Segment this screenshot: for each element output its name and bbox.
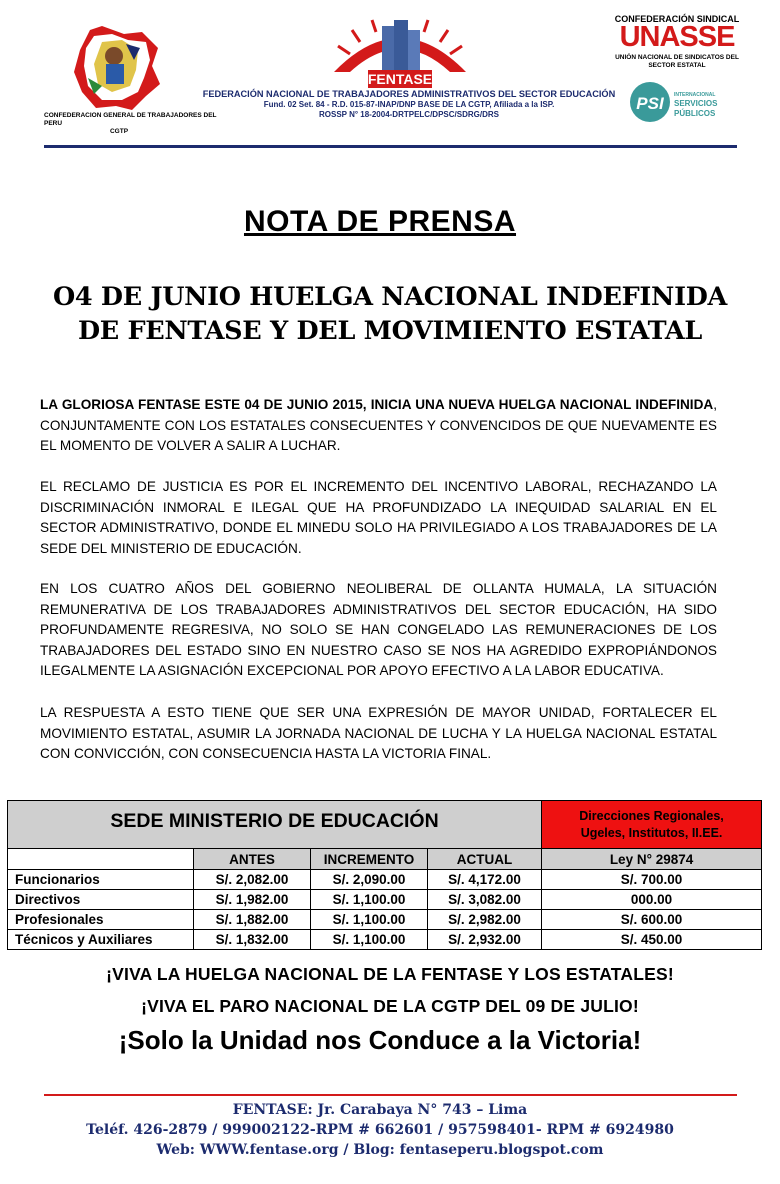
cell-actual: S/. 2,982.00 bbox=[428, 910, 542, 930]
table-row bbox=[8, 910, 762, 930]
footer-phones: Teléf. 426-2879 / 999002122-RPM # 662601 / 957598401- RPM # 6924980 bbox=[86, 1122, 674, 1138]
column-header-actual: ACTUAL bbox=[428, 849, 542, 870]
column-header-blank bbox=[8, 849, 194, 870]
headline-line-2: DE FENTASE Y DEL MOVIMIENTO ESTATAL bbox=[77, 316, 703, 346]
footer-web: Web: WWW.fentase.org / Blog: fentaseperu.blogspot.com bbox=[156, 1142, 604, 1158]
page-title: NOTA DE PRENSA bbox=[243, 205, 517, 238]
cell-incremento: S/. 1,100.00 bbox=[311, 890, 428, 910]
sede-header: SEDE MINISTERIO DE EDUCACIÓN bbox=[8, 801, 542, 849]
unasse-logo: UNASSE bbox=[619, 21, 735, 53]
headline bbox=[40, 280, 740, 348]
headline-line-1: O4 DE JUNIO HUELGA NACIONAL INDEFINIDA bbox=[52, 282, 727, 312]
slogan-1: ¡VIVA LA HUELGA NACIONAL DE LA FENTASE Y LOS ESTATALES! bbox=[106, 964, 674, 984]
paragraph-1 bbox=[40, 395, 717, 457]
psi-sub-2: SERVICIOS bbox=[674, 99, 718, 108]
fentase-logo-text: FENTASE bbox=[367, 71, 433, 87]
federation-fund: Fund. 02 Set. 84 - R.D. 015-87-INAP/DNP BASE DE LA CGTP, Afiliada a la ISP. bbox=[263, 100, 555, 109]
cgtp-logo bbox=[72, 26, 162, 112]
footer-divider bbox=[44, 1094, 737, 1096]
cell-antes: S/. 1,832.00 bbox=[194, 930, 311, 950]
row-label: Directivos bbox=[8, 890, 194, 910]
psi-logo-text: PSI bbox=[636, 94, 664, 113]
federation-name: FEDERACIÓN NACIONAL DE TRABAJADORES ADMINISTRATIVOS DEL SECTOR EDUCACIÓN bbox=[202, 89, 616, 99]
cell-incremento: S/. 2,090.00 bbox=[311, 870, 428, 890]
cgtp-caption-sub: CGTP bbox=[109, 128, 129, 135]
direcciones-header-line-1: Direcciones Regionales, bbox=[579, 808, 724, 823]
cell-ley: S/. 700.00 bbox=[542, 870, 762, 890]
cell-ley: 000.00 bbox=[542, 890, 762, 910]
cell-antes: S/. 1,882.00 bbox=[194, 910, 311, 930]
fentase-logo bbox=[330, 14, 470, 92]
cell-actual: S/. 3,082.00 bbox=[428, 890, 542, 910]
column-header-ley: Ley N° 29874 bbox=[542, 849, 762, 870]
paragraph-1-lead: LA GLORIOSA FENTASE ESTE 04 DE JUNIO 2015, INICIA UNA NUEVA HUELGA NACIONAL INDEFINIDA bbox=[40, 397, 714, 412]
paragraph-1-rest: , CONJUNTAMENTE CON LOS ESTATALES CONSECUENTES Y CONVENCIDOS DE QUE NUEVAMENTE ES EL MOMENTO DE VOLVER A SALIR A LUCHAR. bbox=[40, 397, 717, 454]
paragraph-4: LA RESPUESTA A ESTO TIENE QUE SER UNA EXPRESIÓN DE MAYOR UNIDAD, FORTALECER EL MOVIMIENTO ESTATAL, ASUMIR LA JORNADA NACIONAL DE LUCHA Y LA HUELGA NACIONAL ESTATAL CON CONVICCIÓN, CON CONSECUENCIA HASTA LA VICTORIA FINAL. bbox=[40, 705, 717, 762]
direcciones-header-line-2: Ugeles, Institutos, II.EE. bbox=[580, 825, 723, 840]
column-header-incremento: INCREMENTO bbox=[311, 849, 428, 870]
cgtp-caption-name: CONFEDERACION GENERAL DE TRABAJADORES DEL PERU bbox=[44, 112, 217, 127]
column-header-antes: ANTES bbox=[194, 849, 311, 870]
cell-ley: S/. 450.00 bbox=[542, 930, 762, 950]
slogan-3: ¡Solo la Unidad nos Conduce a la Victoria! bbox=[118, 1025, 642, 1055]
row-label: Técnicos y Auxiliares bbox=[8, 930, 194, 950]
row-label: Profesionales bbox=[8, 910, 194, 930]
cell-actual: S/. 4,172.00 bbox=[428, 870, 542, 890]
cell-antes: S/. 1,982.00 bbox=[194, 890, 311, 910]
psi-sub-1: INTERNACIONAL bbox=[674, 92, 716, 98]
slogan-2: ¡VIVA EL PARO NACIONAL DE LA CGTP DEL 09 DE JULIO! bbox=[141, 996, 639, 1016]
direcciones-header bbox=[542, 801, 762, 849]
federation-rossp: ROSSP N° 18-2004-DRTPELC/DPSC/SDRG/DRS bbox=[319, 110, 499, 119]
psi-logo bbox=[624, 78, 730, 124]
cell-incremento: S/. 1,100.00 bbox=[311, 930, 428, 950]
footer-address: FENTASE: Jr. Carabaya N° 743 – Lima bbox=[232, 1102, 528, 1118]
cell-ley: S/. 600.00 bbox=[542, 910, 762, 930]
unasse-subtitle: UNIÓN NACIONAL DE SINDICATOS DEL SECTOR ESTATAL bbox=[615, 54, 739, 69]
paragraph-3: EN LOS CUATRO AÑOS DEL GOBIERNO NEOLIBERAL DE OLLANTA HUMALA, LA SITUACIÓN REMUNERATIVA DE LOS TRABAJADORES ADMINISTRATIVOS DEL SECTOR EDUCACIÓN, HA SIDO PROFUNDAMENTE REGRESIVA, NO SOLO SE HAN CONGELADO LAS REMUNERACIONES DE LOS TRABAJADORES DEL ESTADO SINO EN NUESTRO CASO SE NOS HA AGREDIDO EXPROPIÁNDONOS ILEGALMENTE LA ASIGNACIÓN EXCEPCIONAL POR APOYO EFECTIVO A LA LABOR EDUCATIVA. bbox=[40, 581, 717, 679]
cell-antes: S/. 2,082.00 bbox=[194, 870, 311, 890]
table-row bbox=[8, 870, 762, 890]
table-row bbox=[8, 890, 762, 910]
paragraph-2: EL RECLAMO DE JUSTICIA ES POR EL INCREMENTO DEL INCENTIVO LABORAL, RECHAZANDO LA DISCRIMINACIÓN INMORAL E ILEGAL QUE HA PROFUNDIZADO LA INEQUIDAD SALARIAL EN EL SECTOR ADMINISTRATIVO, DONDE EL MINEDU SOLO HA PRIVILEGIADO A LOS TRABAJADORES DE LA SEDE DEL MINISTERIO DE EDUCACIÓN. bbox=[40, 479, 717, 556]
conf-sindical: CONFEDERACIÓN SINDICAL bbox=[614, 14, 740, 24]
header-divider bbox=[44, 145, 737, 148]
table-row bbox=[8, 930, 762, 950]
row-label: Funcionarios bbox=[8, 870, 194, 890]
cell-incremento: S/. 1,100.00 bbox=[311, 910, 428, 930]
table-title-row bbox=[8, 801, 762, 849]
psi-sub-3: PÚBLICOS bbox=[674, 109, 716, 118]
salary-table bbox=[7, 800, 762, 950]
table-column-header-row bbox=[8, 849, 762, 870]
cell-actual: S/. 2,932.00 bbox=[428, 930, 542, 950]
